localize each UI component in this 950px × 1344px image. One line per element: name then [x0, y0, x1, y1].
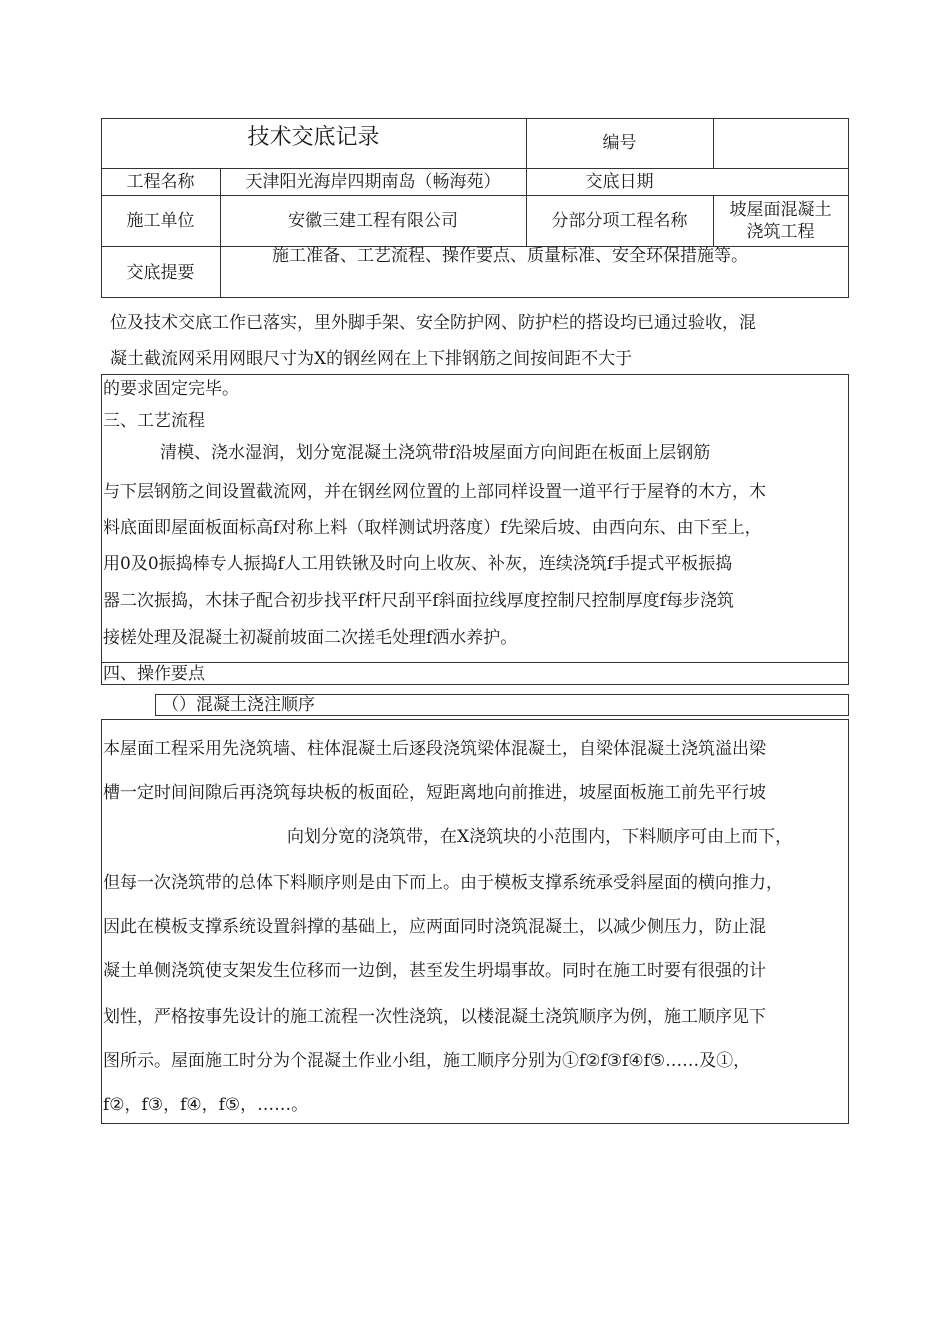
project-name-label: 工程名称 [126, 171, 195, 192]
body-line-8: 图所示。屋面施工时分为个混凝土作业小组，施工顺序分别为①f②f③f④f⑤……及①， [103, 1051, 751, 1071]
body-line-1: 本屋面工程采用先浇筑墙、柱体混凝土后逐段浇筑梁体混凝土，自梁体混凝土浇筑溢出梁 [103, 739, 766, 759]
intro-line-2: 凝土截流网采用网眼尺寸为X的钢丝网在上下排钢筋之间按间距不大于 [110, 349, 633, 369]
subproject-value [713, 195, 848, 246]
body-line-6: 凝土单侧浇筑使支架发生位移而一边倒，甚至发生坍塌事故。同时在施工时要有很强的计 [103, 961, 766, 981]
number-value [713, 118, 848, 168]
section-line-8: 接槎处理及混凝土初凝前坡面二次搓毛处理f洒水养护。 [103, 628, 518, 648]
section-line-7: 器二次振捣，木抹子配合初步找平f杆尺刮平f斜面拉线厚度控制尺控制厚度f每步浇筑 [103, 591, 734, 611]
section-line-3: 清模、浇水湿润，划分宽混凝土浇筑带f沿坡屋面方向间距在板面上层钢筋 [160, 443, 711, 463]
document-title: 技术交底记录 [247, 125, 380, 150]
body-line-3: 向划分宽的浇筑带，在X浇筑块的小范围内，下料顺序可由上而下， [287, 827, 793, 847]
contractor-label: 施工单位 [126, 210, 195, 231]
body-line-4: 但每一次浇筑带的总体下料顺序则是由下而上。由于模板支撑系统承受斜屋面的横向推力， [103, 873, 783, 893]
contractor-value: 安徽三建工程有限公司 [288, 210, 458, 231]
subheading-pour-order: （）混凝土浇注顺序 [162, 695, 315, 715]
section-heading-process: 三、工艺流程 [103, 411, 205, 431]
subproject-value-line2: 浇筑工程 [746, 221, 815, 242]
body-line-5: 因此在模板支撑系统设置斜撑的基础上，应两面同时浇筑混凝土，以减少侧压力，防止混 [103, 917, 766, 937]
intro-line-1: 位及技术交底工作已落实，里外脚手架、安全防护网、防护栏的搭设均已通过验收，混 [110, 313, 756, 333]
project-name-value: 天津阳光海岸四期南岛（畅海苑） [245, 171, 501, 192]
section-line-4: 与下层钢筋之间设置截流网，并在钢丝网位置的上部同样设置一道平行于屋脊的木方，木 [103, 482, 766, 502]
subproject-value-line1: 坡屋面混凝土 [729, 199, 832, 220]
section-heading-operations: 四、操作要点 [103, 664, 205, 684]
body-line-9: f②，f③，f④，f⑤，……。 [103, 1095, 309, 1115]
section-line-6: 用0及0振捣棒专人振捣f人工用铁锹及时向上收灰、补灰，连续浇筑f手提式平板振捣 [103, 554, 733, 574]
section-line-1: 的要求固定完毕。 [103, 379, 239, 399]
summary-value: 施工准备、工艺流程、操作要点、质量标准、安全环保措施等。 [272, 246, 748, 266]
section-line-5: 料底面即屋面板面标高f对称上料（取样测试坍落度）f先梁后坡、由西向东、由下至上， [103, 518, 762, 538]
body-line-7: 划性，严格按事先设计的施工流程一次性浇筑，以楼混凝土浇筑顺序为例，施工顺序见下 [103, 1007, 766, 1027]
date-value [713, 168, 848, 195]
summary-label: 交底提要 [126, 262, 195, 283]
date-label: 交底日期 [585, 171, 654, 192]
subproject-label: 分部分项工程名称 [551, 210, 688, 231]
number-label: 编号 [602, 133, 637, 153]
body-line-2: 槽一定时间间隙后再浇筑每块板的板面砼，短距离地向前推进，坡屋面板施工前先平行坡 [103, 783, 766, 803]
